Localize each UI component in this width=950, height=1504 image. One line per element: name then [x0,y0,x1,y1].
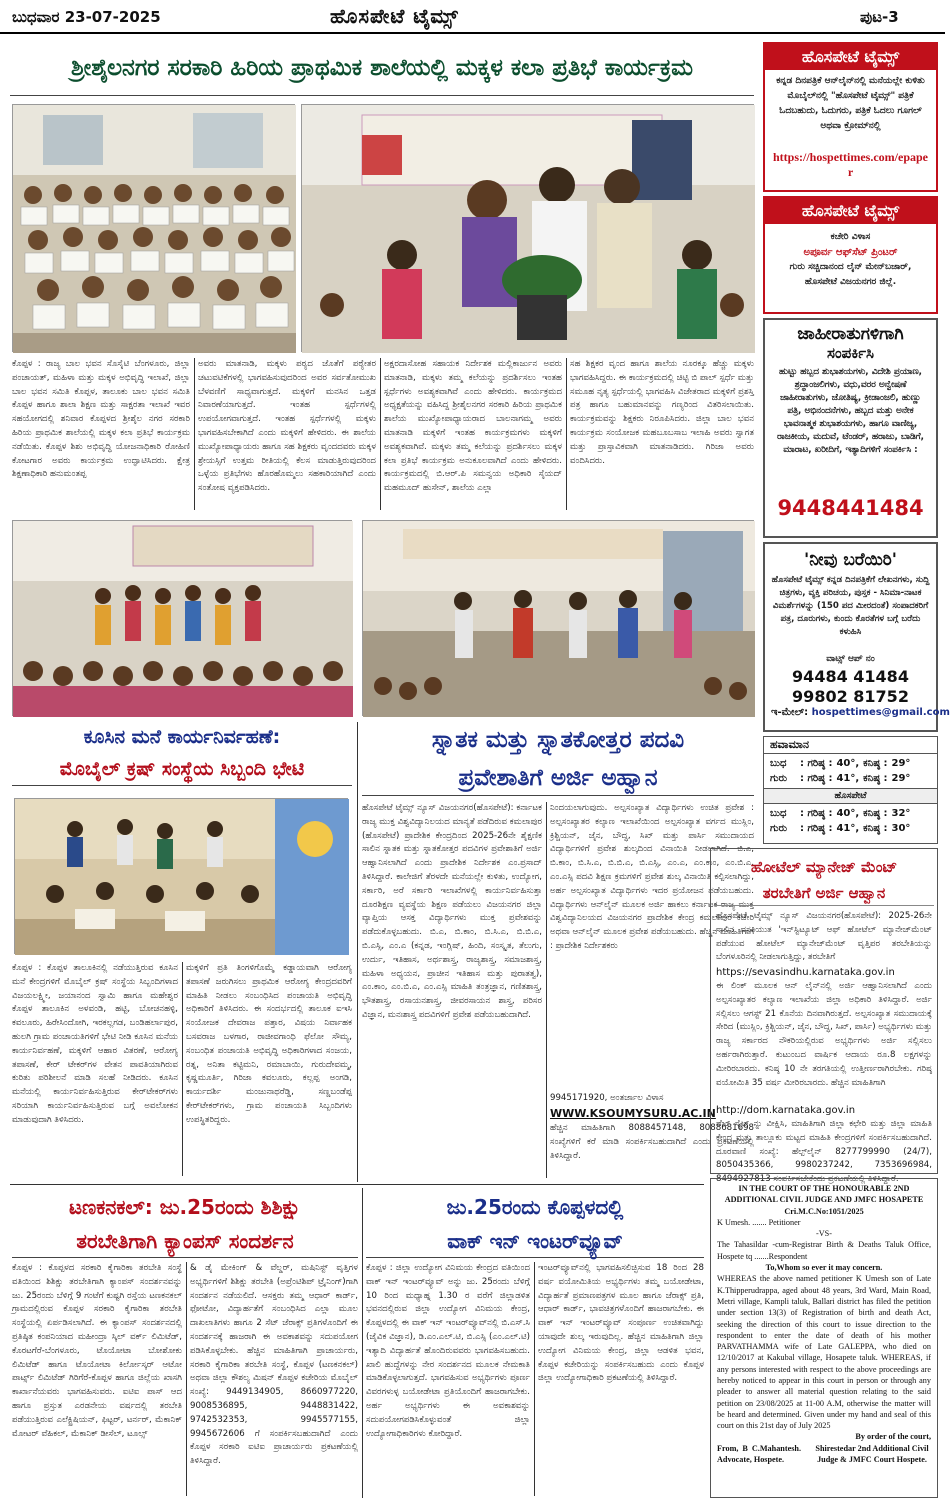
story1-photo-dance-1 [12,520,352,716]
weather-day: ಗುರು [770,773,788,784]
sidebar-email-line [765,707,950,718]
story1-photo-plant-ceremony [301,104,754,352]
weather-min-label: ಕನಿಷ್ಠ : [863,758,888,769]
weather-table-1 [764,754,937,788]
sidebar-epaper-text: ಕನ್ನಡ ದಿನಪತ್ರಿಕೆ ಆನ್‌ಲೈನ್‌ನಲ್ಲಿ ಮನೆಯಲ್ಲೇ ಕುಳಿತು ಮೊಬೈಲ್‌ನಲ್ಲಿ "ಹೊಸಪೇಟೆ ಟೈಮ್ಸ್" ಪತ್ರಿಕೆ ಓದಬಹುದು, ಓದುಗರು, ಪತ್ರಿಕೆ ಓದಲು ಗೂಗಲ್ ಅಥವಾ ಕ್ರೋಮ್‌ನಲ್ಲಿ [776,76,925,131]
story6-column-1: ಕೊಪ್ಪಳ : ಜಿಲ್ಲಾ ಉದ್ಯೋಗ ವಿನಿಮಯ ಕೇಂದ್ರದ ವತಿಯಿಂದ ವಾಕ್ ಇನ್ ಇಂಟರ್‌ವ್ಯೂವ್ ಅನ್ನು ಜು. 25ರಂದು ಬೆಳಿಗ್ಗೆ 10 ರಿಂದ ಮಧ್ಯಾಹ್ನ 1.30 ರ ವರೆಗೆ ಜಿಲ್ಲಾಡಳಿತ ಭವನದಲ್ಲಿರುವ ಜಿಲ್ಲಾ ಉದ್ಯೋಗ ವಿನಿಮಯ ಕೇಂದ್ರ, ಕೊಪ್ಪಳದಲ್ಲಿ ಈ ವಾಕ್ ಇನ್ ಇಂಟರ್‌ವ್ಯೂವ್‌ನಲ್ಲಿ ಬಿ.ಎಸ್.ಸಿ (ಜೈವಿಕ ವಿಜ್ಞಾನ), ಡಿ.ಎಂ.ಎಲ್.ಟಿ, ಬಿ.ಎಸ್ಸಿ (ಎಂ.ಎಲ್.ಟಿ) ಇತ್ಯಾದಿ ವಿದ್ಯಾರ್ಹತೆ ಹೊಂದಿರುವವರು ಭಾಗವಹಿಸಬಹುದು. ಖಾಲಿ ಹುದ್ದೆಗಳನ್ನು ನೇರ ಸಂದರ್ಶನದ ಮೂಲಕ ನೇಮಕಾತಿ ಮಾಡಿಕೊಳ್ಳಲಾಗುತ್ತದೆ. ಭಾಗವಹಿಸುವ ಅಭ್ಯರ್ಥಿಗಳು ಪೂರ್ಣ ವಿವರಗಳುಳ್ಳ ಬಯೋಡೇಟಾ ಪ್ರತಿಯೊಂದಿಗೆ ಹಾಜರಾಗಬೇಕು. ಅರ್ಹ ಅಭ್ಯರ್ಥಿಗಳು ಈ ಅವಕಾಶವನ್ನು ಸದುಪಯೋಗಪಡಿಸಿಕೊಳ್ಳುವಂತೆ ಜಿಲ್ಲಾ ಉದ್ಯೋಗಾಧಿಕಾರಿಗಳು ಕೋರಿದ್ದಾರೆ. [366,1263,530,1439]
story2-photo-meeting [14,798,348,954]
legal-sig-right: Shirestedar 2nd Additional Civil Judge & JMFC Court Hospete. [815,1443,929,1464]
section-rule-h [10,1184,704,1185]
story4-url-2[interactable]: http://dom.karnataka.gov.in [716,1105,856,1116]
column-rule [380,358,381,510]
weather-min-label: ಕನಿಷ್ಠ : [863,808,888,819]
sidebar-office-address: ಗುರು ಸಚ್ಚಿದಾನಂದ ಲೈನ್ ಮೇನ್‌ಬಜಾರ್, ಹೊಸಪೇಟೆ ವಿಜಯನಗರ ಜಿಲ್ಲೆ. [789,262,912,287]
legal-signatures [717,1443,931,1466]
weather-row [770,756,931,771]
column-rule [546,802,547,1178]
weather-min-label: ಕನಿಷ್ಠ : [863,773,888,784]
weather-max: 41°, [836,823,860,834]
masthead [0,0,945,34]
story6-headline-2: ವಾಕ್ ಇನ್ ಇಂಟರ್‌ವ್ಯೂವ್ [366,1224,704,1258]
sidebar-whatsapp-label: ವಾಟ್ಸ್ ಆಪ್ ನಂ [826,654,875,664]
weather-row [770,806,931,821]
story2-column-1: ಕೊಪ್ಪಳ : ಕೊಪ್ಪಳ ತಾಲೂಕಿನಲ್ಲಿ ನಡೆಯುತ್ತಿರುವ ಕೂಸಿನ ಮನೆ ಕೇಂದ್ರಗಳಿಗೆ ಮೊಬೈಲ್ ಕ್ರಷ್ ಸಂಸ್ಥೆಯ ಸಿಬ್ಬಂದಿಗಳಾದ ವಿಜಯಲಕ್ಷ್ಮೀ, ಜಯಾನಂದ ಸ್ವಾಮಿ ಹಾಗೂ ಮಹೇಶ್ವರ ಕೊಪ್ಪಳ ತಾಲೂಕಿನ ಅಳವಂಡಿ, ಹಟ್ಟಿ, ಬೋಚನಹಳ್ಳಿ, ಕವಲೂರು, ಹಿರೇಸಿಂದೋಗಿ, ಇರಕಲ್ಲಗಡ, ಬಂಡಿಹರ್ಲಾಪುರ, ಹುಲಗಿ ಗ್ರಾಮ ಪಂಚಾಯತಿಗಳಿಗೆ ಭೇಟಿ ನೀಡಿ ಕೂಸಿನ ಮನೆಯ ಕಾರ್ಯನಿರ್ವಹಣೆ, ಮಕ್ಕಳಿಗೆ ಆಹಾರ ವಿತರಣೆ, ಆರೋಗ್ಯ ತಪಾಸಣೆ, ಕೇರ್ ಟೇಕರ್‌ಗಳ ವೇತನ ಪಾವತಿಯಾಗಿರುವ ಕುರಿತು ಪರಿಶೀಲನೆ ಮಾಡಿ ಸಲಹೆ ನೀಡಿದರು. ಕೂಸಿನ ಮನೆಯಲ್ಲಿ ಕಾರ್ಯನಿರ್ವಹಿಸುತ್ತಿರುವ ಕೇರ್‌ಟೇಕರ್‌ಗಳು ಸರಿಯಾಗಿ ಕಾರ್ಯನಿರ್ವಹಿಸುತ್ತಿರುವ ಬಗ್ಗೆ ಅವಲೋಕನ ಮಾಡುವುದಾಗಿ ತಿಳಿಸಿದರು. [12,963,178,1125]
sidebar-ads-text: ಹುಟ್ಟು ಹಬ್ಬದ ಶುಭಾಶಯಗಳು, ವಿದೇಶಿ ಪ್ರಯಾಣ, ಶ್ರದ್ಧಾಂಜಲಿಗಳು, ವಧು,ವರರ ಅನ್ವೇಷಣೆ ಜಾಹೀರಾತುಗಳು, ಜೋತಿಷ್ಯ, ಕ್ರೀಡಾಂಜಲಿ, ಹುಣ್ಣು ಪತ್ರಿ, ಅಭಿನಂದನೆಗಳು, ಹಬ್ಬದ ಮತ್ತು ಅನೇಕ ಭಾವನಾತ್ಮಕ ಶುಭಾಶಯಗಳು, ಹಾಗೂ ವಾಣಿಜ್ಯ, ರಾಜಕೀಯ, ಮದುವೆ, ಟೆಂಡರ್, ಹರಾಜು, ಬಾಡಿಗೆ, ಮಾರಾಟ, ಖರೀದಿಗೆ, ಇತ್ಯಾದಿಗಳಿಗೆ ಸಂಪರ್ಕಿಸಿ : [777,367,924,455]
story1-column-1: ಕೊಪ್ಪಳ : ರಾಜ್ಯ ಬಾಲ ಭವನ ಸೊಸೈಟಿ ಬೆಂಗಳೂರು, ಜಿಲ್ಲಾ ಪಂಚಾಯತ್, ಮಹಿಳಾ ಮತ್ತು ಮಕ್ಕಳ ಅಭಿವೃದ್ಧಿ ಇಲಾಖೆ, ಜಿಲ್ಲಾ ಬಾಲ ಭವನ ಸಮಿತಿ ಕೊಪ್ಪಳ, ತಾಲೂಕು ಬಾಲ ಭವನ ಸಮಿತಿ ಕೊಪ್ಪಳ ಹಾಗೂ ಶಾಲಾ ಶಿಕ್ಷಣ ಮತ್ತು ಸಾಕ್ಷರತಾ ಇಲಾಖೆ ಇವರ ಸಹಯೋಗದಲ್ಲಿ ಶನಿವಾರ ಕೊಪ್ಪಳದ ಶ್ರೀಶೈಲ ನಗರ ಸರಕಾರಿ ಹಿರಿಯ ಪ್ರಾಥಮಿಕ ಶಾಲೆಯಲ್ಲಿ ಮಕ್ಕಳ ಕಲಾ ಪ್ರತಿಭೆ ಕಾರ್ಯಕ್ರಮ ನಡೆಯಿತು. ಕೊಪ್ಪಳ ಶಿಶು ಅಭಿವೃದ್ಧಿ ಯೋಜನಾಧಿಕಾರಿ ರೋಹಿಣಿ ಕೋಟಗಾರ ಅವರು ಕಾರ್ಯಕ್ರಮ ಉದ್ಘಾಟಿಸಿದರು. ಕ್ಷೇತ್ರ ಶಿಕ್ಷಣಾಧಿಕಾರಿ ಹನುಮಂತಪ್ಪ [12,359,190,480]
column-rule [194,358,195,510]
sidebar-write-title: 'ನೀವು ಬರೆಯಿರಿ' [804,550,897,570]
weather-table-2 [764,804,937,838]
story1-photo-dance-2 [362,520,754,716]
story1-photo-certificates [12,104,295,352]
story3-headline-2: ಪ್ರವೇಶಾತಿಗೆ ಅರ್ಜಿ ಅಹ್ವಾನ [362,760,754,796]
story4-text-3: ವೆಬ್ ಸೈಟ್ ನ್ನು ವೀಕ್ಷಿಸಿ, ಮಾಹಿತಿಗಾಗಿ ಜಿಲ್ಲಾ ಕಛೇರಿ ಮತ್ತು ಜಿಲ್ಲಾ ಮಾಹಿತಿ ಕೇಂದ್ರ ಮತ್ತು ತಾಲ್ಲೂಕು ಮಟ್ಟದ ಮಾಹಿತಿ ಕೇಂದ್ರಗಳಿಗೆ ಸಂಪರ್ಕಿಸಬಹುದಾಗಿದೆ. ದೂರವಾಣಿ ಸಂಖ್ಯೆ: ಹೆಲ್ಪ್‌ಲೈನ್ 8277799990 (24/7), 8050435366, 9980237242, 7353696984, 8494927813 ಸಂಪರ್ಕಿಸಬೇಕೆಂದು ಪ್ರಕಟಣೆಯಲ್ಲಿ ತಿಳಿಸಿದ್ದಾರೆ. [716,1119,932,1185]
section-rule [362,1188,363,1498]
story3-headline-1: ಸ್ನಾತಕ ಮತ್ತು ಸ್ನಾತಕೋತ್ತರ ಪದವಿ [431,727,685,753]
weather-title: ಹವಾಮಾನ [764,737,937,754]
sidebar-email[interactable]: hospettimes@gmail.com [811,707,950,718]
sidebar-email-label: ಇ-ಮೇಲ್: [771,707,809,718]
sidebar-office-box [763,196,938,314]
legal-head: IN THE COURT OF THE HONOURABLE 2ND ADDITIONAL CIVIL JUDGE AND JMFC HOSAPETE [724,1184,924,1205]
legal-to: To,Whom so ever it may concern. [765,1263,883,1273]
sidebar-office-title: ಹೊಸಪೇಟೆ ಟೈಮ್ಸ್ [765,198,936,224]
story4-url-1[interactable]: https://sevasindhu.karnataka.gov.in [716,967,895,978]
page-number: ಪುಟ-3 [860,8,899,26]
column-rule [182,962,183,1176]
sidebar-epaper-url[interactable]: https://hospettimes.com/epaper [773,150,928,179]
weather-max: 40°, [836,758,860,769]
section-rule [357,722,358,1182]
story3-column-1: ಹೊಸಪೇಟೆ ಟೈಮ್ಸ್ ನ್ಯೂಸ್ ವಿಜಯನಗರ(ಹೊಸಪೇಟೆ): ಕರ್ನಾಟಕ ರಾಜ್ಯ ಮುಕ್ತ ವಿಶ್ವವಿದ್ಯಾನಿಲಯದ ಮಾನ್ಯತೆ ಪಡೆದಿರುವ ಕಮಲಾಪುರ (ಹೊಸಪೇಟೆ) ಪ್ರಾದೇಶಿಕ ಕೇಂದ್ರದಿಂದ 2025-26ನೇ ಶೈಕ್ಷಣಿಕ ಸಾಲಿನ ಸ್ನಾತಕ ಮತ್ತು ಸ್ನಾತಕೋತ್ತರ ಪದವಿಗಳ ಪ್ರವೇಶಾತಿಗೆ ಅರ್ಜಿ ಆಹ್ವಾನಿಸಲಾಗಿದೆ ಎಂದು ಪ್ರಾದೇಶಿಕ ನಿರ್ದೇಶಕ ಎಂ.ಪ್ರಸಾದ್ ತಿಳಿಸಿದ್ದಾರೆ. ಕಾಲೇಜಿಗೆ ತೆರಳದೇ ಮನೆಯಲ್ಲೇ ಕುಳಿತು, ಉದ್ಯೋಗ, ಸರ್ಕಾರಿ, ಅರೆ ಸರ್ಕಾರಿ ಇಲಾಖೆಗಳಲ್ಲಿ ಕಾರ್ಯನಿರ್ವಹಿಸುತ್ತಾ ದೂರಶಿಕ್ಷಣ ವ್ಯವಸ್ಥೆಯ ಶಿಕ್ಷಣ ಪಡೆಯಲು ವಿಜಯನಗರ ಜಿಲ್ಲಾ ವ್ಯಾಪ್ತಿಯ ಆಸಕ್ತ ವಿದ್ಯಾರ್ಥಿಗಳು ಮುಕ್ತ ಪ್ರವೇಶವನ್ನು ಪಡೆದುಕೊಳ್ಳಬಹುದು. ಬಿ.ಎ, ಬಿ.ಕಾಂ, ಬಿ.ಸಿ.ಎ, ಬಿ.ಬಿ.ಎ, ಬಿ.ಎಸ್ಸಿ, ಎಂ.ಎ (ಕನ್ನಡ, ಇಂಗ್ಲಿಷ್, ಹಿಂದಿ, ಸಂಸ್ಕೃತ, ತೆಲುಗು, ಉರ್ದು, ಇತಿಹಾಸ, ಅರ್ಥಶಾಸ್ತ್ರ, ರಾಜ್ಯಶಾಸ್ತ್ರ, ಸಮಾಜಶಾಸ್ತ್ರ, ಮಹಿಳಾ ಅಧ್ಯಯನ, ಪ್ರಾಚೀನ ಇತಿಹಾಸ ಮತ್ತು ಪುರಾತತ್ವ), ಎಂ.ಕಾಂ, ಎಂ.ಬಿ.ಎ, ಎಂ.ಎಸ್ಸಿ ಮಾಹಿತಿ ತಂತ್ರಜ್ಞಾನ, ಗಣಿತಶಾಸ್ತ್ರ, ಭೌತಶಾಸ್ತ್ರ, ರಸಾಯನಶಾಸ್ತ್ರ, ಜೀವರಸಾಯನ ಶಾಸ್ತ್ರ, ಪರಿಸರ ವಿಜ್ಞಾನ, ಮನಃಶಾಸ್ತ್ರ ಪದವಿಗಳಿಗೆ ಪ್ರವೇಶ ಪಡೆಯಬಹುದಾಗಿದೆ. [362,803,542,1020]
column-rule [186,1262,187,1496]
weather-min: 30° [891,823,911,834]
legal-body: WHEREAS the above named petitioner K Umesh son of Late K.Thipperudrappa, aged about 48 years, 3rd Ward, Main Road, Metri village, Kampli taluk, Ballari district has filed the petition under section 13(3) of Registration of birth and death Act, seeking the direction of this court to issue direction to the respondent to enter the date of death of his mother PARVATHAMMA wife of Late GALEPPA, who died on 12/10/2017 at Kakubal village, Hosapete taluk. WHEREAS, if any persons interested with respect to the above proceedings are hereby noticed to appear in this court in person or through any pleader to answer all material question relating to the said petition on 23/08/2025 at 11-00 A.M, otherwise the matter will be heard and determined. Given under my hand and seal of this court on this 21st day of July 2025 [717,1274,931,1431]
sidebar-ads-title: ಜಾಹೀರಾತುಗಳಿಗಾಗಿ [797,324,904,344]
legal-order: By order of the court, [855,1432,931,1442]
weather-subtitle: ಹೊಸಪೇಟೆ [764,788,937,804]
sidebar-office-printer: ಅಪೂರ್ವ ಆಫ್‌ಸೆಟ್ ಪ್ರಿಂಟರ್ [803,247,898,258]
sidebar-office-label: ಕಚೇರಿ ವಿಳಾಸ [830,232,871,242]
legal-vs: -VS- [816,1229,832,1239]
weather-max-label: : ಗರಿಷ್ಠ : [800,758,833,769]
story3-column-2-end: ಹೆಚ್ಚಿನ ಮಾಹಿತಿಗಾಗಿ 8088457148, 8088681698 ಸಂಖ್ಯೆಗಳಿಗೆ ಕರೆ ಮಾಡಿ ಸಂಪರ್ಕಿಸಬಹುದಾಗಿದೆ ಎಂದು ಪ್ರಕಟಣೆಯಲ್ಲಿ ತಿಳಿಸಿದ್ದಾರೆ. [550,1123,754,1161]
weather-day: ಗುರು [770,823,788,834]
story5-headline-1: ಟಣಕನಕಲ್: ಜು.25ರಂದು ಶಿಶಿಕ್ಷು [68,1195,302,1219]
weather-max: 41°, [836,773,860,784]
legal-petitioner: K Umesh. ....... Petitioner [717,1217,801,1227]
story4-headline-2: ತರಬೇತಿಗೆ ಅರ್ಜಿ ಆಹ್ವಾನ [714,880,934,906]
sidebar-phone-2[interactable]: 99802 81752 [792,687,909,706]
story4-headline-1: ಹೋಟೆಲ್ ಮ್ಯಾನೇಜ್ ಮೆಂಟ್ [750,858,898,876]
weather-min: 32° [891,808,911,819]
sidebar-write-box [763,542,950,732]
sidebar-ads-sub: ಸಂಪರ್ಕಿಸಿ [827,344,874,362]
column-rule [566,358,567,510]
story5-column-1: ಕೊಪ್ಪಳ : ಕೊಪ್ಪಳದ ಸರಕಾರಿ ಕೈಗಾರಿಕಾ ತರಬೇತಿ ಸಂಸ್ಥೆ ವತಿಯಿಂದ ಶಿಶಿಕ್ಷು ತರಬೇತಿಗಾಗಿ ಕ್ಯಾಂಪಸ್ ಸಂದರ್ಶನವನ್ನು ಜು. 25ರಂದು ಬೆಳಿಗ್ಗೆ 9 ಗಂಟೆಗೆ ಕುಷ್ಟಗಿ ರಸ್ತೆಯ ಟಣಕನಕಲ್ ಗ್ರಾಮದಲ್ಲಿರುವ ಕೊಪ್ಪಳ ಸರಕಾರಿ ಕೈಗಾರಿಕಾ ತರಬೇತಿ ಸಂಸ್ಥೆಯಲ್ಲಿ ಏರ್ಪಡಿಸಲಾಗಿದೆ. ಈ ಕ್ಯಾಂಪಸ್ ಸಂದರ್ಶನದಲ್ಲಿ ಪ್ರತಿಷ್ಠಿತ ಕಂಪನಿಯಾದ ಮಹೀಂದ್ರಾ ಸ್ಕಿಲ್ ವರ್ಕ್ ಲಿಮಿಟೆಡ್, ಕೊರಟಗೆರೆ-ಬೆಂಗಳೂರು, ಟೊಯೋಟಾ ಬೋಶೋಕು ಲಿಮಿಟೆಡ್ ಹಾಗೂ ಟೊಯೋಟಾ ಕಿರ್ಲೋಸ್ಕರ್ ಆಟೋ ಪಾರ್ಟ್ಸ್ ಲಿಮಿಟೆಡ್ ಗಿರಿಗೆರೆ-ಕೊಪ್ಪಳ ಹಾಗೂ ಜಿಲ್ಲೆಯ ಖಾಸಗಿ ಕಾರ್ಖಾನೆಯವರು ಭಾಗವಹಿಸುವರು. ಐಟಿಐ ಪಾಸ್ ಆದ ಹಾಗೂ ಪ್ರಸ್ತುತ ಎರಡನೇಯ ವರ್ಷದಲ್ಲಿ ತರಬೇತಿ ಪಡೆಯುತ್ತಿರುವ ಎಲೆಕ್ಟ್ರಿಷಿಯನ್, ಫಿಟ್ಟರ್, ಟರ್ನರ್, ಮೆಕಾನಿಕ್ ಮೋಟರ್ ವೆಹಿಕಲ್, ಮೆಕಾನಿಕ್ ಡೀಸೆಲ್, ಟೂಲ್ಸ್ [12,1263,182,1439]
sidebar-epaper-box [763,42,938,192]
sidebar-ads-box [763,318,938,538]
story1-column-4: ಸಹ ಶಿಕ್ಷಕರ ವೃಂದ ಹಾಗೂ ಶಾಲೆಯ ನೂರಕ್ಕೂ ಹೆಚ್ಚು ಮಕ್ಕಳು ಭಾಗವಹಿಸಿದ್ದರು. ಈ ಕಾರ್ಯಕ್ರಮದಲ್ಲಿ ಚಿಟ್ಟಿ ಬಿ ಪಾಲ್ ಸ್ಪರ್ಧೆ ಮತ್ತು ಸಮೂಹ ನೃತ್ಯ ಸ್ಪರ್ಧೆಯಲ್ಲಿ ಭಾಗವಹಿಸಿ ವಿಜೇತರಾದ ಮಕ್ಕಳಿಗೆ ಪ್ರಶಸ್ತಿ ಪತ್ರ ಹಾಗೂ ಬಹುಮಾನವನ್ನು ಗಣ್ಯರಿಂದ ವಿತರಿಸಲಾಯಿತು. ಕಾರ್ಯಕ್ರಮವನ್ನು ಶಿಕ್ಷಕರು ನಿರೂಪಿಸಿದರು. ಜಿಲ್ಲಾ ಬಾಲ ಭವನ ಕಾರ್ಯಕ್ರಮ ಸಂಯೋಜಕ ಮಹಬೂಬಸಾಬ ಇಲಾಹಿ ಅವರು ಸ್ವಾಗತ ಮತ್ತು ಪ್ರಾಸ್ತಾವಿಕವಾಗಿ ಮಾತನಾಡಿದರು. ಗಿರಿಜಾ ಅವರು ವಂದಿಸಿದರು. [570,359,754,466]
story6-column-2: ಇಂಟರ್‌ವ್ಯೂವ್‌ನಲ್ಲಿ ಭಾಗವಹಿಸಲಿಚ್ಛಿಸುವ 18 ರಿಂದ 28 ವರ್ಷ ವಯೋಮಿತಿಯ ಅಭ್ಯರ್ಥಿಗಳು ತಮ್ಮ ಬಯೋಡೇಟಾ, ವಿದ್ಯಾರ್ಹತೆ ಪ್ರಮಾಣಪತ್ರಗಳ ಮೂಲ ಹಾಗೂ ಜೆರಾಕ್ಸ್ ಪ್ರತಿ, ಆಧಾರ್ ಕಾರ್ಡ್, ಭಾವಚಿತ್ರಗಳೊಂದಿಗೆ ಹಾಜರಾಗಬೇಕು. ಈ ವಾಕ್ ಇನ್ ಇಂಟರ್‌ವ್ಯೂವ್ ಸಂಪೂರ್ಣ ಉಚಿತವಾಗಿದ್ದು ಯಾವುದೇ ಶುಲ್ಕ ಇರುವುದಿಲ್ಲ. ಹೆಚ್ಚಿನ ಮಾಹಿತಿಗಾಗಿ ಜಿಲ್ಲಾ ಉದ್ಯೋಗ ವಿನಿಮಯ ಕೇಂದ್ರ, ಜಿಲ್ಲಾ ಆಡಳಿತ ಭವನ, ಕೊಪ್ಪಳ ಕಚೇರಿಯನ್ನು ಸಂಪರ್ಕಿಸಬಹುದು ಎಂದು ಕೊಪ್ಪಳ ಜಿಲ್ಲಾ ಉದ್ಯೋಗಾಧಿಕಾರಿ ಪ್ರಕಟಣೆಯಲ್ಲಿ ತಿಳಿಸಿದ್ದಾರೆ. [538,1263,704,1384]
story6-headline-1: ಜು.25ರಂದು ಕೊಪ್ಪಳದಲ್ಲಿ [446,1195,624,1219]
weather-min: 29° [891,773,911,784]
weather-max-label: : ಗರಿಷ್ಠ : [800,808,833,819]
sidebar-epaper-title: ಹೊಸಪೇಟೆ ಟೈಮ್ಸ್ [765,44,936,70]
story2-headline-1: ಕೂಸಿನ ಮನೆ ಕಾರ್ಯನಿರ್ವಹಣೆ: [83,726,281,748]
story4-text: ಹೊಸಪೇಟೆ ಟೈಮ್ಸ್ ನ್ಯೂಸ್ ವಿಜಯನಗರ(ಹೊಸಪೇಟೆ): 2025-26ನೇ ಸಾಲಿನ ವಸತಿಯುತ 'ಇನ್‌ಸ್ಟಿಟ್ಯೂಟ್ ಆಫ್ ಹೋಟೆಲ್ ಮ್ಯಾನೇಜ್‌ಮೆಂಟ್ ಪಡೆಯುವ ಹೋಟೆಲ್ ಮ್ಯಾನೇಜ್‌ಮೆಂಟ್ ವೃತ್ತಿಪರ ತರಬೇತಿಯನ್ನು ಬೆಂಗಳೂರಿನಲ್ಲಿ ನೀಡಲಾಗುತ್ತಿದ್ದು, ತರಬೇತಿಗೆ [716,911,932,963]
story1-column-3: ಅಕ್ಷರದಾಸೋಹ ಸಹಾಯಕ ನಿರ್ದೇಶಕ ಮಲ್ಲಿಕಾರ್ಜುನ ಅವರು ಮಾತನಾಡಿ, ಮಕ್ಕಳು ತಮ್ಮ ಕಲೆಯನ್ನು ಪ್ರದರ್ಶಿಸಲು ಇಂತಹ ಸ್ಪರ್ಧೆಗಳು ಅವಶ್ಯಕವಾಗಿವೆ ಎಂದು ಹೇಳಿದರು. ಕಾರ್ಯಕ್ರಮದ ಅಧ್ಯಕ್ಷತೆಯನ್ನು ವಹಿಸಿದ್ದ ಶ್ರೀಶೈಲನಗರ ಸರಕಾರಿ ಹಿರಿಯ ಪ್ರಾಥಮಿಕ ಶಾಲೆಯ ಮುಖ್ಯೋಪಾಧ್ಯಾಯರಾದ ಬಾಲನಾಗಮ್ಮ ಅವರು ಮಾತನಾಡಿ ಮಕ್ಕಳಿಗೆ ಇಂತಹ ಕಾರ್ಯಕ್ರಮಗಳು ಮಕ್ಕಳಿಗೆ ಅವಶ್ಯಕವಾಗಿವೆ. ಮಕ್ಕಳು ತಮ್ಮ ಕಲೆಯನ್ನು ಪ್ರದರ್ಶಿಸಲು ಮಕ್ಕಳ ಕಲಾ ಪ್ರತಿಭೆ ಕಾರ್ಯಕ್ರಮ ಅನುಕೂಲವಾಗಿದೆ ಎಂದು ಹೇಳಿದರು. ಕಾರ್ಯಕ್ರಮದಲ್ಲಿ ಬಿ.ಆರ್.ಪಿ ಸಮನ್ವಯ ಅಧಿಕಾರಿ ಸೈಯದ್ ಮಹಮೂದ್ ಹುಸೇನ್, ಶಾಲೆಯ ಎಲ್ಲಾ [384,359,562,494]
story1-headline: ಶ್ರೀಶೈಲನಗರ ಸರಕಾರಿ ಹಿರಿಯ ಪ್ರಾಥಮಿಕ ಶಾಲೆಯಲ್ಲಿ ಮಕ್ಕಳ ಕಲಾ ಪ್ರತಿಭೆ ಕಾರ್ಯಕ್ರಮ [10,40,754,96]
sidebar-write-text: ಹೊಸಪೇಟೆ ಟೈಮ್ಸ್ ಕನ್ನಡ ದಿನಪತ್ರಿಕೆಗೆ ಲೇಖನಗಳು, ಸುದ್ದಿ ಚಿತ್ರಗಳು, ವ್ಯಕ್ತಿ ಪರಿಚಯ, ಪುಸ್ತಕ - ಸಿನಿಮಾ-ನಾಟಕ ವಿಮರ್ಶೆಗಳನ್ನು (150 ಪದ ಮೀರದಂತೆ) ಸಂಪಾದಕರಿಗೆ ಪತ್ರ, ದೂರುಗಳು, ಕುಂದು ಕೊರತೆಗಳ ಬಗ್ಗೆ ಬರೆದು ಕಳುಹಿಸಿ [771,575,930,637]
story2-column-2: ಮಕ್ಕಳಿಗೆ ಪ್ರತಿ ತಿಂಗಳಿಗೊಮ್ಮೆ ಕಡ್ಡಾಯವಾಗಿ ಆರೋಗ್ಯ ತಪಾಸಣೆ ಜರುಗಿಸಲು ಪ್ರಾಥಮಿಕ ಆರೋಗ್ಯ ಕೇಂದ್ರದವರಿಗೆ ಮಾಹಿತಿ ನೀಡಲು ಸಂಬಂಧಿಸಿದ ಪಂಚಾಯತಿ ಅಭಿವೃದ್ಧಿ ಅಧಿಕಾರಿಗೆ ತಿಳಿಸಿದರು. ಈ ಸಂದರ್ಭದಲ್ಲಿ ತಾಲೂಕ ಐಇಸಿ ಸಂಯೋಜಕ ದೇವರಾಜ ಪತ್ತಾರ, ವಿಷಯ ನಿರ್ವಾಹಕ ಬಸವರಾಜ ಬಳಗಾರ, ರಾಜೀವಗಾಂಧಿ ಫೆಲೋ ಸೌಮ್ಯ, ಸಂಬಂಧಿತ ಪಂಚಾಯತಿ ಅಭಿವೃದ್ಧಿ ಅಧಿಕಾರಿಗಳಾದ ಸಂಜಯ, ರತ್ನ, ಅನಿತಾ ಕಟ್ಟಿಮನಿ, ರಮಾಬಾಯಿ, ಗುರುದೇವಮ್ಮ, ಕೃಷ್ಣಮೂರ್ತಿ, ಗಿರಿಜಾ ಕವಲೂರು, ಕಲ್ಲಪ್ಪ ಅಂಗಡಿ, ಕಾರ್ಯದರ್ಶಿ ಮಂಜುನಾಥರೆಡ್ಡಿ, ಸಣ್ಣಬಂಡೆಪ್ಪ ಕೇರ್‌ಟೇಕರ್‌ಗಳು, ಗ್ರಾಮ ಪಂಚಾಯತಿ ಸಿಬ್ಬಂದಿಗಳು ಉಪಸ್ಥಿತರಿದ್ದರು. [186,963,352,1125]
story3-column-2-text: ನಿಂದಯಲಾಗುವುದು. ಅಲ್ಪಸಂಖ್ಯಾತ ವಿದ್ಯಾರ್ಥಿಗಳು ಉಚಿತ ಪ್ರವೇಶ : ಅಲ್ಪಸಂಖ್ಯಾತರ ಕಲ್ಯಾಣ ಇಲಾಖೆಯಿಂದ ಅಲ್ಪಸಂಖ್ಯಾತ ವರ್ಗದ ಮುಸ್ಲಿಂ, ಕ್ರಿಶ್ಚಿಯನ್, ಜೈನ, ಬೌದ್ಧ, ಸಿಖ್ ಮತ್ತು ಪಾರ್ಸಿ ಸಮುದಾಯದ ವಿದ್ಯಾರ್ಥಿಗಳಿಗೆ ಪ್ರವೇಶ ಶುಲ್ಕದಿಂದ ವಿನಾಯಿತಿ ನೀಡಲಾಗಿದೆ. ಬಿ.ಎ, ಬಿ.ಕಾಂ, ಬಿ.ಸಿ.ಎ, ಬಿ.ಬಿ.ಎ, ಬಿ.ಎಸ್ಸಿ, ಎಂ.ಎ, ಎಂ.ಕಾಂ, ಎಂ.ಬಿ.ಎ, ಎಂ.ಎಸ್ಸಿ ಪದವಿ ಶಿಕ್ಷಣ ಕ್ರಮಗಳಿಗೆ ಪ್ರವೇಶ ಶುಲ್ಕ ವಿನಾಯಿತಿ ಕಲ್ಪಿಸಲಾಗಿದ್ದು, ಅರ್ಹ ಅಲ್ಪಸಂಖ್ಯಾತ ವಿದ್ಯಾರ್ಥಿಗಳು ಇದರ ಪ್ರಯೋಜನ ಪಡೆಯಬಹುದು. ವಿದ್ಯಾರ್ಥಿಗಳು ಆನ್‌ಲೈನ್ ಮೂಲಕ ಅರ್ಜಿ ಹಾಕಲು ಕರ್ನಾಟಕ ರಾಜ್ಯ ಮುಕ್ತ ವಿಶ್ವವಿದ್ಯಾನಿಲಯದ ವಿಜಯನಗರ ಪ್ರಾದೇಶಿಕ ಕೇಂದ್ರ ಕಮಲಾಪುರ ಕಚೇರಿ ಅಥವಾ ಆನ್‌ಲೈನ್ ಮೂಲಕ ಪ್ರವೇಶ ಪಡೆಯಬಹುದು. ಹೆಚ್ಚಿನ ಮಾಹಿತಿಗಾಗಿ : ಪ್ರಾದೇಶಿಕ ನಿರ್ದೇಶಕರು [550,803,754,951]
legal-sig-left: From, B C.Mahantesh. Advocate, Hospete. [717,1443,801,1464]
weather-max-label: : ಗರಿಷ್ಠ : [800,773,833,784]
legal-case: Cri.M.C.No:1051/2025 [784,1206,864,1216]
weather-day: ಬುಧ [770,758,787,769]
weather-day: ಬುಧ [770,808,787,819]
weather-row [770,821,931,836]
weather-max-label: : ಗರಿಷ್ಠ : [800,823,833,834]
newspaper-title: ಹೊಸಪೇಟೆ ಟೈಮ್ಸ್ [330,4,459,28]
story5-column-2: & ಡೈ ಮೇಕಿಂಗ್ & ವೆಲ್ಡರ್, ಮಷಿನಿಸ್ಟ್ ವೃತ್ತಿಗಳ ಅಭ್ಯರ್ಥಿಗಳಿಗೆ ಶಿಶಿಕ್ಷು ತರಬೇತಿ (ಅಪ್ರೆಂಟಿಶಿಪ್ ಟ್ರೈನಿಂಗ್)ಗಾಗಿ ಸಂದರ್ಶನ ನಡೆಯಲಿದೆ. ಆಸಕ್ತರು ತಮ್ಮ ಆಧಾರ್ ಕಾರ್ಡ್, ಫೋಟೋ, ವಿದ್ಯಾರ್ಹತೆಗೆ ಸಂಬಂಧಿಸಿದ ಎಲ್ಲಾ ಮೂಲ ದಾಖಲಾತಿಗಳು ಹಾಗೂ 2 ಸೆಟ್ ಜೆರಾಕ್ಸ್ ಪ್ರತಿಗಳೊಂದಿಗೆ ಈ ಸಂದರ್ಶನಕ್ಕೆ ಹಾಜರಾಗಿ ಈ ಅವಕಾಶವನ್ನು ಸದುಪಯೋಗ ಪಡಿಸಿಕೊಳ್ಳಬೇಕು. ಹೆಚ್ಚಿನ ಮಾಹಿತಿಗಾಗಿ ಪ್ರಾಚಾರ್ಯರು, ಸರಕಾರಿ ಕೈಗಾರಿಕಾ ತರಬೇತಿ ಸಂಸ್ಥೆ, ಕೊಪ್ಪಳ (ಟಣಕನಕಲ್) ಅಥವಾ ಜಿಲ್ಲಾ ಕೌಶಲ್ಯ ಮಿಷನ್ ಕೊಪ್ಪಳ ಕಚೇರಿಯ ಮೊಬೈಲ್ ಸಂಖ್ಯೆ: 9449134905, 8660977220, 9008536895, 9448831422, 9742532353, 9945577155, 9945672606 ಗೆ ಸಂಪರ್ಕಿಸಬಹುದಾಗಿದೆ ಎಂದು ಕೊಪ್ಪಳ ಸರಕಾರಿ ಐಟಿಐ ಪ್ರಾಚಾರ್ಯರು ಪ್ರಕಟಣೆಯಲ್ಲಿ ತಿಳಿಸಿದ್ದಾರೆ. [190,1263,358,1467]
issue-date: ಬುಧವಾರ 23-07-2025 [12,8,161,26]
weather-box [763,736,938,844]
column-rule [534,1262,535,1496]
weather-row [770,771,931,786]
story4-body [716,910,932,1185]
story5-headline-2: ತರಬೇತಿಗಾಗಿ ಕ್ಯಾಂಪಸ್ ಸಂದರ್ಶನ [12,1224,358,1258]
story1-column-2: ಅವರು ಮಾತನಾಡಿ, ಮಕ್ಕಳು ಪಠ್ಯದ ಜೊತೆಗೆ ಪಠ್ಯೇತರ ಚಟುವಟಿಕೆಗಳಲ್ಲಿ ಭಾಗವಹಿಸುವುದರಿಂದ ಅವರ ಸರ್ವತೋಮುಖ ಬೆಳವಣಿಗೆ ಸಾಧ್ಯವಾಗುತ್ತದೆ. ಮಕ್ಕಳಿಗೆ ಮನಸಿನ ಒತ್ತಡ ನಿವಾರಣೆಯಾಗುತ್ತದೆ. ಇಂತಹ ಸ್ಪರ್ಧೆಗಳಲ್ಲಿ ಉಪಯೋಗವಾಗುತ್ತದೆ. ಇಂತಹ ಸ್ಪರ್ಧೆಗಳಲ್ಲಿ ಮಕ್ಕಳು ಭಾಗವಹಿಸಬೇಕಾಗಿದೆ ಎಂದು ಮಕ್ಕಳಿಗೆ ಹೇಳಿದರು. ಈ ಶಾಲೆಯ ಮುಖ್ಯೋಪಾಧ್ಯಾಯರು ಹಾಗೂ ಸಹ ಶಿಕ್ಷಕರು ವೃಂದದವರು ಮಕ್ಕಳ ಶ್ರೇಯಸ್ಸಿಗೆ ಉತ್ತಮ ರೀತಿಯಲ್ಲಿ ಕೆಲಸ ಮಾಡುತ್ತಿರುವುದರಿಂದ ಒಳ್ಳೆಯ ಪ್ರತಿಭೆಗಳು ಹೊರಹೊಮ್ಮಲು ಸಹಕಾರಿಯಾಗಿದೆ ಎಂದು ಸಂತೋಷ ವ್ಯಕ್ತಪಡಿಸಿದರು. [198,359,376,494]
legal-notice [710,1178,938,1498]
story4-text-2: ಈ ಲಿಂಕ್ ಮೂಲಕ ಆನ್ ಲೈನ್‌ನಲ್ಲಿ ಅರ್ಜಿ ಆಹ್ವಾನಿಸಲಾಗಿದೆ ಎಂದು ಅಲ್ಪಸಂಖ್ಯಾತರ ಕಲ್ಯಾಣ ಇಲಾಖೆಯ ಜಿಲ್ಲಾ ಅಧಿಕಾರಿ ತಿಳಿಸಿದ್ದಾರೆ. ಅರ್ಜಿ ಸಲ್ಲಿಸಲು ಆಗಸ್ಟ್ 21 ಕೊನೆಯ ದಿನವಾಗಿರುತ್ತದೆ. ಅಲ್ಪಸಂಖ್ಯಾತ ಸಮುದಾಯಕ್ಕೆ ಸೇರಿದ (ಮುಸ್ಲಿಂ, ಕ್ರಿಶ್ಚಿಯನ್, ಜೈನ, ಬೌದ್ಧ, ಸಿಖ್, ಪಾರ್ಸಿ) ಅಭ್ಯರ್ಥಿಗಳು ಮತ್ತು ರಾಜ್ಯ ಸರ್ಕಾರದ ನೌಕರಿಯಲ್ಲಿರುವ ಅಭ್ಯರ್ಥಿಗಳು ಅರ್ಜಿ ಸಲ್ಲಿಸಲು ಅರ್ಹರಾಗಿರುತ್ತಾರೆ. ಕುಟುಂಬದ ವಾರ್ಷಿಕ ಆದಾಯ ರೂ.8 ಲಕ್ಷಗಳನ್ನು ಮೀರಿರಬಾರದು. ಕನಿಷ್ಠ 10 ನೇ ತರಗತಿಯಲ್ಲಿ ಉತ್ತೀರ್ಣರಾಗಿರಬೇಕು. ಗರಿಷ್ಠ ವಯೋಮಿತಿ 35 ವರ್ಷ ಮೀರಿರಬಾರದು. ಹೆಚ್ಚಿನ ಮಾಹಿತಿಗಾಗಿ [716,981,932,1088]
weather-max: 40°, [836,808,860,819]
story3-web[interactable]: WWW.KSOUMYSURU.AC.IN [550,1107,716,1120]
weather-min-label: ಕನಿಷ್ಠ : [863,823,888,834]
weather-min: 29° [891,758,911,769]
legal-respondent: The Tahasildar -cum-Registrar Birth & Deaths Taluk Office, Hospete tq .......Respondent [717,1240,931,1261]
story2-headline-2: ಮೊಬೈಲ್ ಕ್ರಷ್ ಸಂಸ್ಥೆಯ ಸಿಬ್ಬಂದಿ ಭೇಟಿ [12,752,352,786]
sidebar-ads-phone[interactable]: 9448441484 [777,496,924,520]
sidebar-phone-1[interactable]: 94484 41484 [792,667,909,686]
story3-phone-line: 9945171920, ಅಂತರ್ಜಾಲ ವಿಳಾಸ [550,1093,664,1103]
